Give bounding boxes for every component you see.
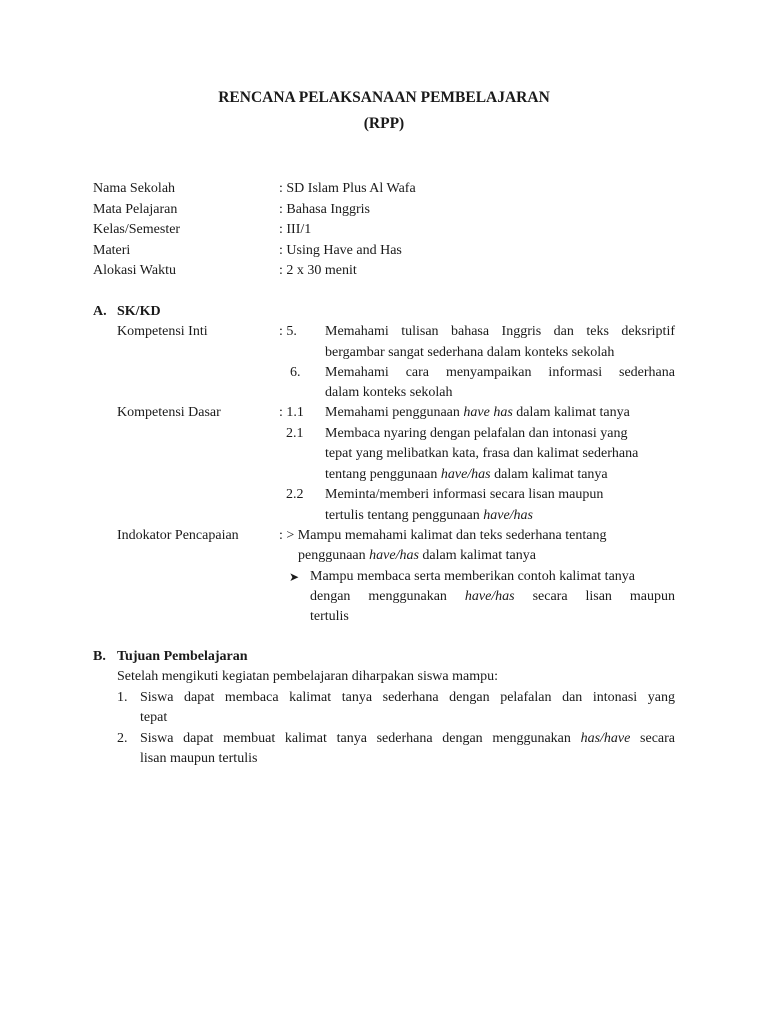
identity-value: : 2 x 30 menit	[279, 263, 357, 278]
section-a-letter: A.	[93, 304, 107, 319]
document-title: RENCANA PELAKSANAAN PEMBELAJARAN	[218, 89, 550, 106]
identity-label: Mata Pelajaran	[93, 202, 178, 217]
section-b-heading: Tujuan Pembelajaran	[117, 649, 248, 664]
ki-item-text: Memahami cara menyampaikan informasi sederhana	[325, 365, 675, 380]
kd-number: 2.2	[286, 487, 304, 502]
ki-item-text: Memahami tulisan bahasa Inggris dan teks deksriptif	[325, 324, 675, 339]
identity-value: : III/1	[279, 222, 312, 237]
list-item-text: Siswa dapat membaca kalimat tanya sederhana dengan pelafalan dan intonasi yang	[140, 690, 675, 705]
kd-label: Kompetensi Dasar	[117, 405, 221, 420]
ki-item-text: dalam konteks sekolah	[325, 385, 453, 400]
kd-item-text: tentang penggunaan have/has dalam kalimat tanya	[325, 467, 608, 482]
ki-number: : 5.	[279, 324, 297, 339]
ki-item-text: bergambar sangat sederhana dalam konteks sekolah	[325, 345, 615, 360]
section-a-heading: SK/KD	[117, 304, 161, 319]
kd-item-text: Memahami penggunaan have has dalam kalimat tanya	[325, 405, 630, 420]
kd-item-text: tertulis tentang penggunaan have/has	[325, 508, 533, 523]
identity-label: Kelas/Semester	[93, 222, 181, 237]
kd-item-text: tepat yang melibatkan kata, frasa dan kalimat sederhana	[325, 446, 639, 461]
kd-item-text: Membaca nyaring dengan pelafalan dan intonasi yang	[325, 426, 628, 441]
list-number: 1.	[117, 690, 128, 705]
section-b-intro: Setelah mengikuti kegiatan pembelajaran diharpakan siswa mampu:	[117, 669, 498, 684]
indikator-label: Indokator Pencapaian	[117, 528, 239, 543]
kd-number: 2.1	[286, 426, 304, 441]
identity-value: : Bahasa Inggris	[279, 202, 370, 217]
indikator-item-text: tertulis	[310, 609, 349, 624]
indikator-item-text: penggunaan have/has dalam kalimat tanya	[298, 548, 536, 563]
list-item-text: lisan maupun tertulis	[140, 751, 258, 766]
indikator-item-text: dengan menggunakan have/has secara lisan maupun	[310, 589, 675, 604]
section-b-letter: B.	[93, 649, 106, 664]
list-number: 2.	[117, 731, 128, 746]
identity-label: Materi	[93, 243, 131, 258]
arrowhead-bullet-icon: ➤	[289, 570, 300, 584]
identity-label: Nama Sekolah	[93, 181, 176, 196]
indikator-item-text: Mampu membaca serta memberikan contoh kalimat tanya	[310, 569, 635, 584]
kd-item-text: Meminta/memberi informasi secara lisan maupun	[325, 487, 604, 502]
ki-number: 6.	[290, 365, 301, 380]
list-item-text: Siswa dapat membuat kalimat tanya sederhana dengan menggunakan has/have secara	[140, 731, 675, 746]
ki-label: Kompetensi Inti	[117, 324, 208, 339]
list-item-text: tepat	[140, 710, 168, 725]
identity-value: : SD Islam Plus Al Wafa	[279, 181, 416, 196]
identity-label: Alokasi Waktu	[93, 263, 176, 278]
indikator-item-text: : > Mampu memahami kalimat dan teks sederhana tentang	[279, 528, 607, 543]
document-subtitle: (RPP)	[363, 115, 405, 132]
kd-number: : 1.1	[279, 405, 304, 420]
identity-value: : Using Have and Has	[279, 243, 402, 258]
